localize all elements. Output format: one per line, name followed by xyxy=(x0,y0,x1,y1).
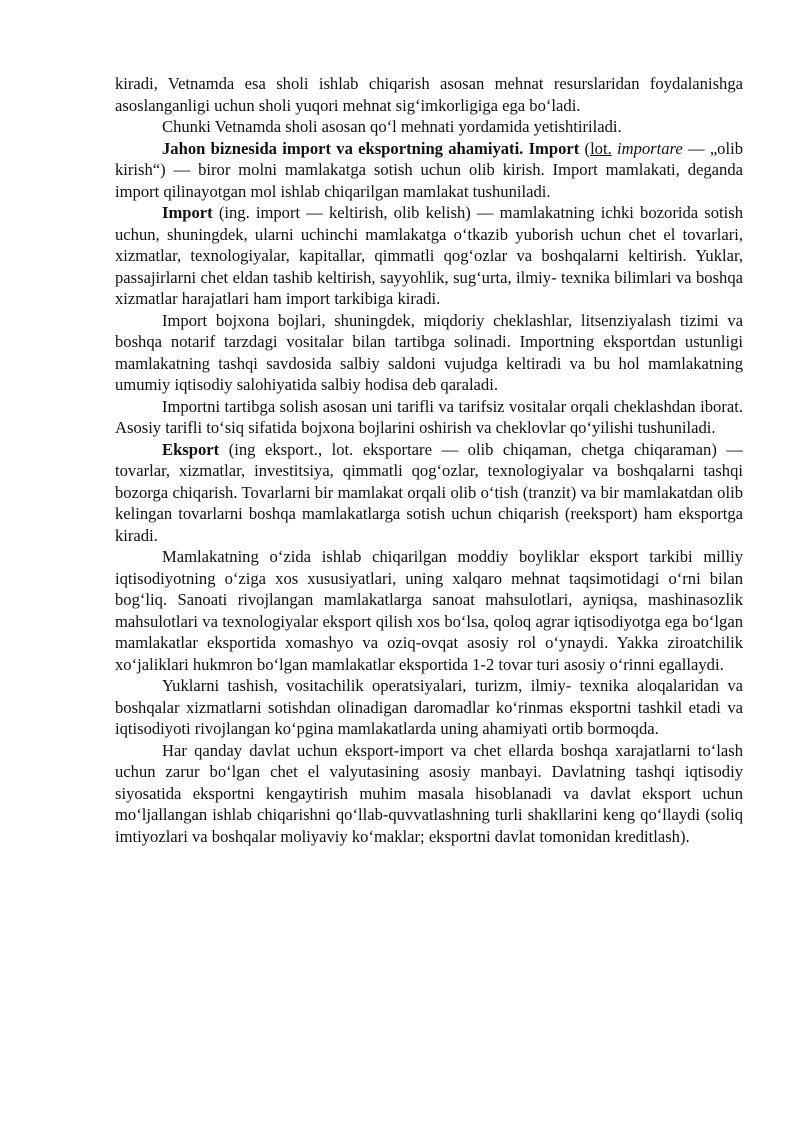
section-heading: Jahon biznesida import va eksportning ahamiyati. xyxy=(162,138,524,158)
paragraph-import-regulation: Import bojxona bojlari, shuningdek, miqdoriy cheklashlar, litsenziyalash tizimi va boshqa notarif tarzdagi vositalar bilan tartibga solinadi. Importning eksportdan ustunligi mamlakatning tashqi savdosida salbiy saldoni vujudga keltiradi va bu hol mamlakatning umumiy iqtisodiy salohiyatida salbiy hodisa deb qaraladi. xyxy=(115,310,743,394)
term-export: Eksport xyxy=(162,439,220,459)
paragraph-invisible-export: Yuklarni tashish, vositachilik operatsiyalari, turizm, ilmiy- texnika aloqalaridan va boshqalar xizmatlarni sotishdan olinadigan daromadlar ko‘rinmas eksportni tashkil etadi va iqtisodiyoti rivojlangan ko‘pgina mamlakatlarda uning ahamiyati ortib bormoqda. xyxy=(115,676,743,738)
paragraph-import-english xyxy=(115,202,743,310)
latin-term: importare xyxy=(616,138,683,158)
term-import: Import xyxy=(162,203,213,222)
document-page xyxy=(115,73,743,847)
paragraph-export-policy: Har qanday davlat uchun eksport-import va chet ellarda boshqa xarajatlarni to‘lash uchun zarur bo‘lgan chet el valyutasining asosiy manbayi. Davlatning tashqi iqtisodiy siyosatida eksportni kengaytirish muhim masala hisoblanadi va davlat eksport uchun mo‘ljallangan ishlab chiqarishni qo‘llab-quvvatlashning turli shakllarini keng qo‘llaydi (soliq imtiyozlari va boshqalar moliyaviy ko‘maklar; eksportni davlat tomonidan kreditlash). xyxy=(115,740,743,846)
definition-text: (ing. import — keltirish, olib kelish) — mamlakatning ichki bozorida sotish uchun, shuningdek, ularni uchinchi mamlakatga o‘tkazib yuborish uchun chet el tovarlari, xizmatlar, texnologiyalar, kapitallar, qimmatli qog‘ozlar va boshqalarni keltirish. Yuklar, passajirlarni chet eldan tashib keltirish, sayyohlik, sug‘urta, ilmiy- texnika bilimlari va boshqa xizmatlar harajatlari ham import tarkibiga kiradi. xyxy=(115,203,743,308)
lot-link[interactable]: lot. xyxy=(590,138,612,158)
term-import: Import xyxy=(528,138,580,158)
paragraph-export-structure: Mamlakatning o‘zida ishlab chiqarilgan moddiy boyliklar eksport tarkibi milliy iqtisodiyotning o‘ziga xos xususiyatlari, uning xalqaro mehnat taqsimotidagi o‘rni bilan bog‘liq. Sanoati rivojlangan mamlakatlarga sanoat mahsulotlari, ayniqsa, mashinasozlik mahsulotlari va texnologiyalar eksport qilish xos bo‘lsa, qoloq agrar iqtisodiyotga ega bo‘lgan mamlakatlar eksportida xomashyo va oziq-ovqat asosiy rol o‘ynaydi. Yakka ziroatchilik xo‘jaliklari hukmron bo‘lgan mamlakatlar eksportida 1-2 tovar turi asosiy o‘rinni egallaydi. xyxy=(115,547,743,674)
paren-open: ( xyxy=(579,138,591,158)
paragraph-continuation: kiradi, Vetnamda esa sholi ishlab chiqarish asosan mehnat resurslaridan foydalanishga asoslanganligi uchun sholi yuqori mehnat sig‘imkorligiga ega bo‘ladi. xyxy=(115,74,743,115)
paragraph-import-definition xyxy=(115,138,743,203)
definition-text: (ing eksport., lot. eksportare — olib chiqaman, chetga chiqaraman) — tovarlar, xizmatlar, investitsiya, qimmatli qog‘ozlar, texnologiyalar va boshqalarni tashqi bozorga chiqarish. Tovarlarni bir mamlakat orqali olib o‘tish (tranzit) va bir mamlakatdan olib kelingan tovarlarni boshqa mamlakatlarga sotish uchun chiqarish (reeksport) ham eksportga kiradi. xyxy=(115,439,743,545)
definition-text: — „olib kirish“) — biror molni mamlakatga sotish uchun olib kirish. Import mamlakati, deganda import qilinayotgan mol ishlab chiqarilgan mamlakat tushuniladi. xyxy=(115,138,743,201)
paragraph-import-tariffs: Importni tartibga solish asosan uni tarifli va tarifsiz vositalar orqali cheklashdan iborat. Asosiy tarifli to‘siq sifatida bojxona bojlarini oshirish va cheklovlar qo‘yilishi tushuniladi. xyxy=(115,396,743,437)
paragraph-export-definition xyxy=(115,439,743,547)
paragraph-vietnam-rice: Chunki Vetnamda sholi asosan qo‘l mehnati yordamida yetishtiriladi. xyxy=(162,117,622,136)
